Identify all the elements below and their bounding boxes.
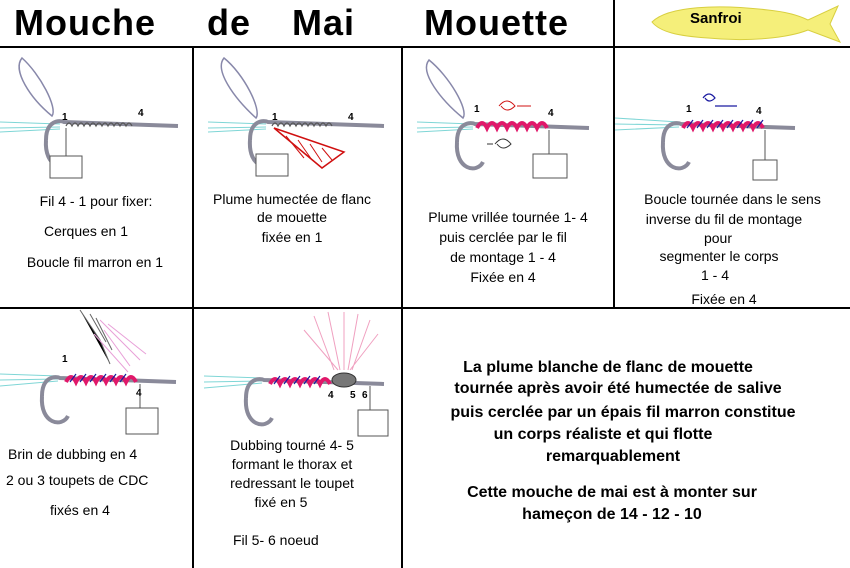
step4-caption-4: segmenter le corps xyxy=(659,248,779,264)
fly-step4-illustration xyxy=(615,50,850,190)
step3-caption-1: Plume vrillée tournée 1- 4 xyxy=(428,209,588,225)
grid-line xyxy=(0,46,850,48)
step6-caption-3: redressant le toupet xyxy=(230,475,354,491)
step3-caption-4: Fixée en 4 xyxy=(470,269,536,285)
step4-caption-6: Fixée en 4 xyxy=(691,291,757,307)
fly-step1-illustration xyxy=(0,50,190,180)
step6-caption-2: formant le thorax et xyxy=(231,456,353,472)
fly-step3-illustration xyxy=(403,50,613,190)
title-word-mouette: Mouette xyxy=(424,2,569,43)
summary-line-2: tournée après avoir été humectée de salive xyxy=(454,380,782,397)
summary-line-7: hameçon de 14 - 12 - 10 xyxy=(522,506,702,523)
step3-point-1: 1 xyxy=(474,104,480,115)
step6-caption-4: fixé en 5 xyxy=(254,494,308,510)
step2-point-4: 4 xyxy=(348,112,354,123)
step1-caption-2: Cerques en 1 xyxy=(43,223,129,239)
step6-point-5: 5 xyxy=(350,390,356,401)
summary-line-5: remarquablement xyxy=(545,448,681,465)
brand-label: Sanfroi xyxy=(690,10,742,27)
step5-caption-2: 2 ou 3 toupets de CDC xyxy=(6,472,149,488)
summary-line-6: Cette mouche de mai est à monter sur xyxy=(467,484,757,501)
step4-point-1: 1 xyxy=(686,104,692,115)
step2-caption-2: de mouette xyxy=(256,209,328,225)
step3-caption-3: de montage 1 - 4 xyxy=(450,249,556,265)
step4-caption-3: pour xyxy=(703,230,733,246)
step6-caption-5: Fil 5- 6 noeud xyxy=(233,532,319,548)
step1-caption-3: Boucle fil marron en 1 xyxy=(26,254,164,270)
step1-point-1: 1 xyxy=(62,112,68,123)
title-word-mouche: Mouche xyxy=(14,2,157,43)
step3-point-4: 4 xyxy=(548,108,554,119)
step6-point-6: 6 xyxy=(362,390,368,401)
summary-line-4: un corps réaliste et qui flotte xyxy=(493,426,713,443)
step6-caption-1: Dubbing tourné 4- 5 xyxy=(230,437,354,453)
step1-caption-1: Fil 4 - 1 pour fixer: xyxy=(39,193,153,209)
title-word-de: de xyxy=(207,2,252,43)
step5-point-4: 4 xyxy=(136,388,142,399)
step2-point-1: 1 xyxy=(272,112,278,123)
step5-caption-1: Brin de dubbing en 4 xyxy=(8,446,138,462)
step1-point-4: 4 xyxy=(138,108,144,119)
step2-caption-3: fixée en 1 xyxy=(261,229,323,245)
step2-caption-1: Plume humectée de flanc xyxy=(213,191,371,207)
fish-logo xyxy=(648,2,844,46)
step4-point-4: 4 xyxy=(756,106,762,117)
fly-step5-illustration xyxy=(0,310,192,440)
fly-step6-illustration xyxy=(194,310,401,440)
step4-caption-2: inverse du fil de montage xyxy=(645,211,803,227)
fly-step2-illustration xyxy=(194,50,404,180)
step5-point-1: 1 xyxy=(62,354,68,365)
summary-line-3: puis cerclée par un épais fil marron constitue xyxy=(450,404,796,421)
step4-caption-1: Boucle tournée dans le sens xyxy=(644,191,821,207)
step4-caption-5: 1 - 4 xyxy=(700,267,729,283)
summary-line-1: La plume blanche de flanc de mouette xyxy=(463,359,753,376)
step6-point-4: 4 xyxy=(328,390,334,401)
step5-caption-3: fixés en 4 xyxy=(50,502,110,518)
title-word-mai: Mai xyxy=(292,2,356,43)
step3-caption-2: puis cerclée par le fil xyxy=(439,229,567,245)
